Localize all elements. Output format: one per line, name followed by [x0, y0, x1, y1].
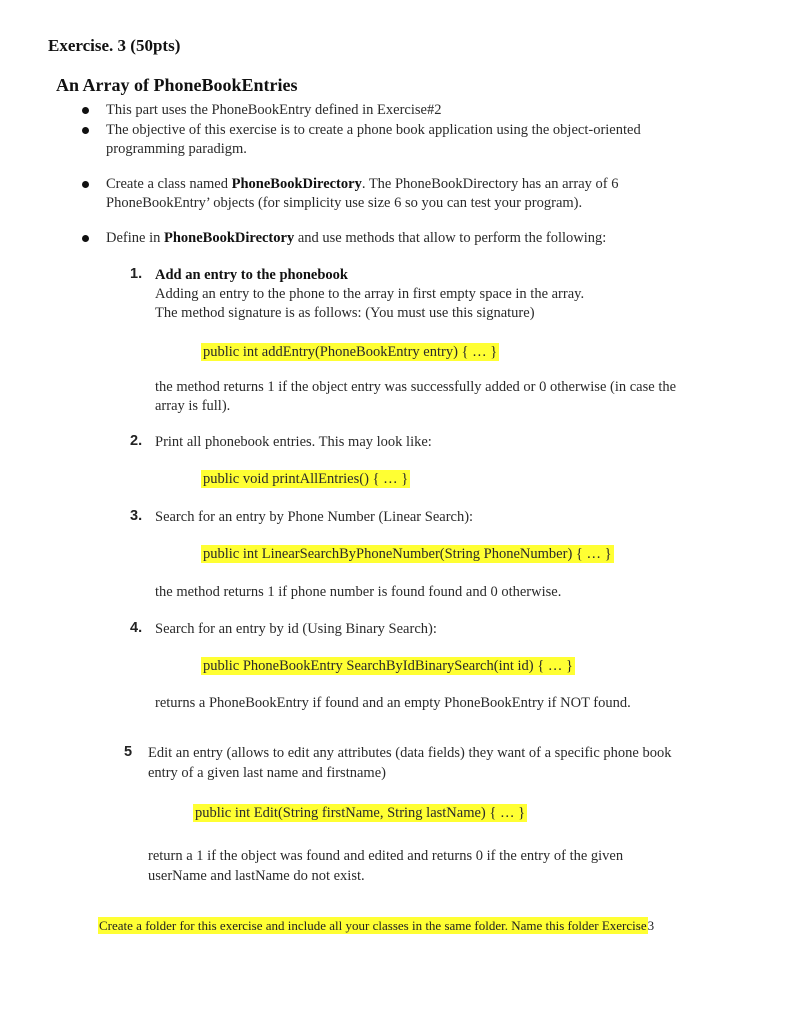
item-1-after1: the method returns 1 if the object entry was successfully added or 0 otherwise (in case the: [155, 379, 677, 395]
code-highlight: public PhoneBookEntry SearchByIdBinarySearch(int id) { … }: [203, 658, 573, 674]
item-2-number: 2.: [130, 433, 143, 449]
item-5-code: [193, 803, 527, 823]
section-heading: An Array of PhoneBookEntries: [56, 75, 298, 95]
item-5-after2: userName and lastName do not exist.: [148, 868, 365, 884]
bullet-dot: [82, 107, 89, 114]
footer-highlight: Create a folder for this exercise and include all your classes in the same folder. Name this folder Exercise: [99, 918, 647, 933]
item-1-code: [201, 342, 499, 362]
item-1-desc2: The method signature is as follows: (You must use this signature): [155, 305, 535, 321]
item-1-after2: array is full).: [155, 398, 231, 414]
bullet-1: This part uses the PhoneBookEntry defined in Exercise#2: [106, 102, 442, 118]
item-1-title: Add an entry to the phonebook: [155, 267, 348, 283]
bullet-3-line2: PhoneBookEntry’ objects (for simplicity use size 6 so you can test your program).: [106, 195, 583, 211]
code-highlight: public int addEntry(PhoneBookEntry entry) { … }: [203, 344, 498, 360]
item-4-text: Search for an entry by id (Using Binary Search):: [155, 621, 437, 637]
class-name: PhoneBookDirectory: [231, 176, 362, 192]
item-2-text: Print all phonebook entries. This may look like:: [155, 434, 432, 450]
bullet-dot: [82, 181, 89, 188]
code-highlight: public int Edit(String firstName, String lastName) { … }: [195, 805, 526, 821]
item-3-text: Search for an entry by Phone Number (Linear Search):: [155, 509, 474, 525]
bullet-dot: [82, 235, 89, 242]
bullet-3-pre: Create a class named: [106, 176, 232, 192]
item-5-text2: entry of a given last name and firstname): [148, 765, 386, 781]
bullet-dot: [82, 127, 89, 134]
item-3-code: [201, 544, 614, 564]
item-2-code: [201, 469, 410, 489]
item-1-desc1: Adding an entry to the phone to the array in first empty space in the array.: [155, 286, 585, 302]
code-highlight: public int LinearSearchByPhoneNumber(String PhoneNumber) { … }: [203, 546, 612, 562]
item-4-number: 4.: [130, 620, 143, 636]
class-name: PhoneBookDirectory: [163, 230, 295, 246]
bullet-2-line1: The objective of this exercise is to create a phone book application using the object-oriented: [106, 122, 641, 138]
exercise-title: Exercise. 3 (50pts): [48, 36, 181, 55]
item-3-after: the method returns 1 if phone number is found found and 0 otherwise.: [155, 584, 562, 600]
bullet-3-post: . The PhoneBookDirectory has an array of 6: [361, 176, 619, 192]
item-5-number: 5: [124, 744, 133, 760]
bullet-4-pre: Define in: [106, 230, 164, 246]
code-highlight: public void printAllEntries() { … }: [203, 471, 409, 487]
bullet-4: [106, 228, 606, 248]
footer-note: [98, 918, 654, 934]
item-4-after: returns a PhoneBookEntry if found and an empty PhoneBookEntry if NOT found.: [155, 695, 631, 711]
bullet-3-line1: [106, 174, 618, 194]
item-3-number: 3.: [130, 508, 143, 524]
footer-tail: 3: [647, 918, 655, 933]
bullet-4-post: and use methods that allow to perform the following:: [294, 230, 607, 246]
item-5-text1: Edit an entry (allows to edit any attributes (data fields) they want of a specific phone book: [148, 745, 672, 761]
bullet-2-line2: programming paradigm.: [106, 141, 247, 157]
item-4-code: [201, 656, 575, 676]
item-5-after1: return a 1 if the object was found and edited and returns 0 if the entry of the given: [148, 848, 624, 864]
item-1-number: 1.: [130, 266, 143, 282]
